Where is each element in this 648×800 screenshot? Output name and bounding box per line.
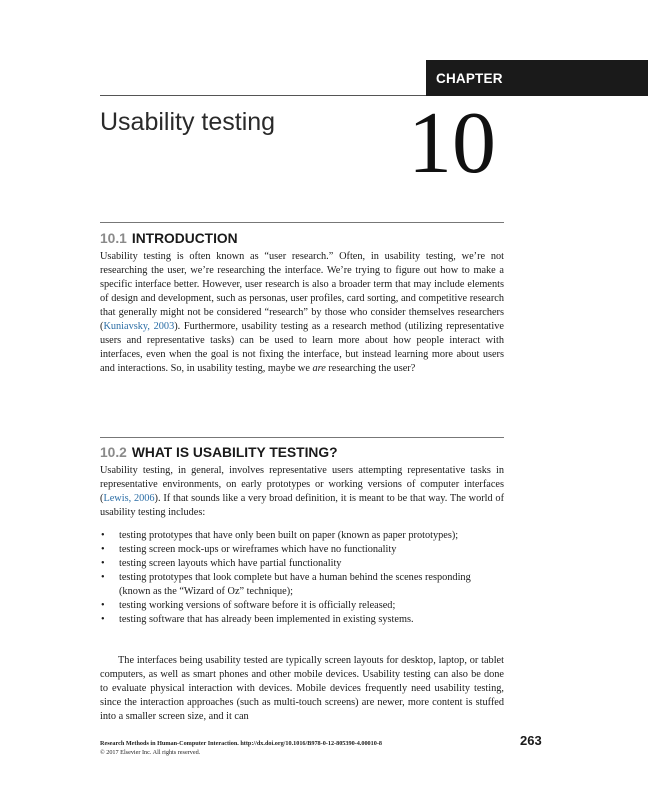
section-1-title: INTRODUCTION	[131, 231, 238, 246]
title-rule	[100, 95, 426, 96]
text-run: ). Furthermore, usability testing as a research method (utilizing representative users and representative tasks) can be used to learn more about how people interact with interfaces, even when the goal is not fixing the interface, but instead learning more about users and interactions. So, in usability testing, maybe we	[100, 321, 504, 374]
list-item: • testing software that has already been implemented in existing systems.	[100, 613, 480, 627]
citation-link-kuniavsky[interactable]: Kuniavsky, 2003	[103, 321, 175, 332]
text-run: ). If that sounds like a very broad definition, it is meant to be that way. The world of usability testing includes:	[100, 493, 505, 518]
citation-link-lewis[interactable]: Lewis, 2006	[103, 493, 155, 504]
section-1-heading	[100, 231, 238, 246]
usability-testing-list	[100, 529, 480, 627]
section-2-paragraph-2: The interfaces being usability tested are typically screen layouts for desktop, laptop, or tablet computers, as well as smart phones and other mobile devices. Usability testing can also be done to evaluate physical interaction with devices. Mobile devices frequently need usability testing, since the interaction approaches (such as multi-touch screens) are newer, more content is stuffed into a smaller screen size, and it can	[100, 655, 504, 722]
section-2-heading	[100, 445, 338, 460]
text-run: researching the user?	[325, 363, 416, 374]
text-run: Usability testing, in general, involves representative users attempting representative tasks in representative environments, on early prototypes or working versions of computer interfaces (	[100, 465, 504, 504]
list-item: • testing screen layouts which have partial functionality	[100, 557, 480, 571]
section-2-paragraph-1	[100, 464, 504, 520]
list-item: • testing working versions of software before it is officially released;	[100, 599, 480, 613]
chapter-label: CHAPTER	[426, 60, 648, 96]
footer-citation: Research Methods in Human-Computer Interaction. http://dx.doi.org/10.1016/B978-0-12-805390-4.00010-8	[100, 740, 382, 747]
footer-copyright: © 2017 Elsevier Inc. All rights reserved.	[100, 749, 201, 756]
list-item: • testing screen mock-ups or wireframes which have no functionality	[100, 543, 480, 557]
emphasis: are	[312, 363, 326, 374]
section-2-title: WHAT IS USABILITY TESTING?	[131, 445, 338, 460]
list-item: • testing prototypes that look complete but have a human behind the scenes responding (known as the “Wizard of Oz” technique);	[100, 571, 480, 599]
section-1-paragraph	[100, 250, 504, 376]
chapter-title: Usability testing	[100, 108, 276, 136]
section-2-rule	[100, 437, 504, 438]
page-number: 263	[520, 733, 542, 748]
section-2-number: 10.2	[100, 445, 127, 460]
section-1-number: 10.1	[100, 231, 127, 246]
text-run: Usability testing is often known as “user research.” Often, in usability testing, we’re not researching the user, we’re researching the interface. We’re trying to figure out how to make a specific interface better. However, user research is also a broader term that may include elements of design and development, such as personas, user profiles, card sorting, and competitive research that generally might not be considered “research” by those who consider themselves researchers (	[100, 251, 504, 332]
chapter-number: 10	[408, 95, 496, 192]
list-item: • testing prototypes that have only been built on paper (known as paper prototypes);	[100, 529, 480, 543]
section-1-rule	[100, 222, 504, 223]
